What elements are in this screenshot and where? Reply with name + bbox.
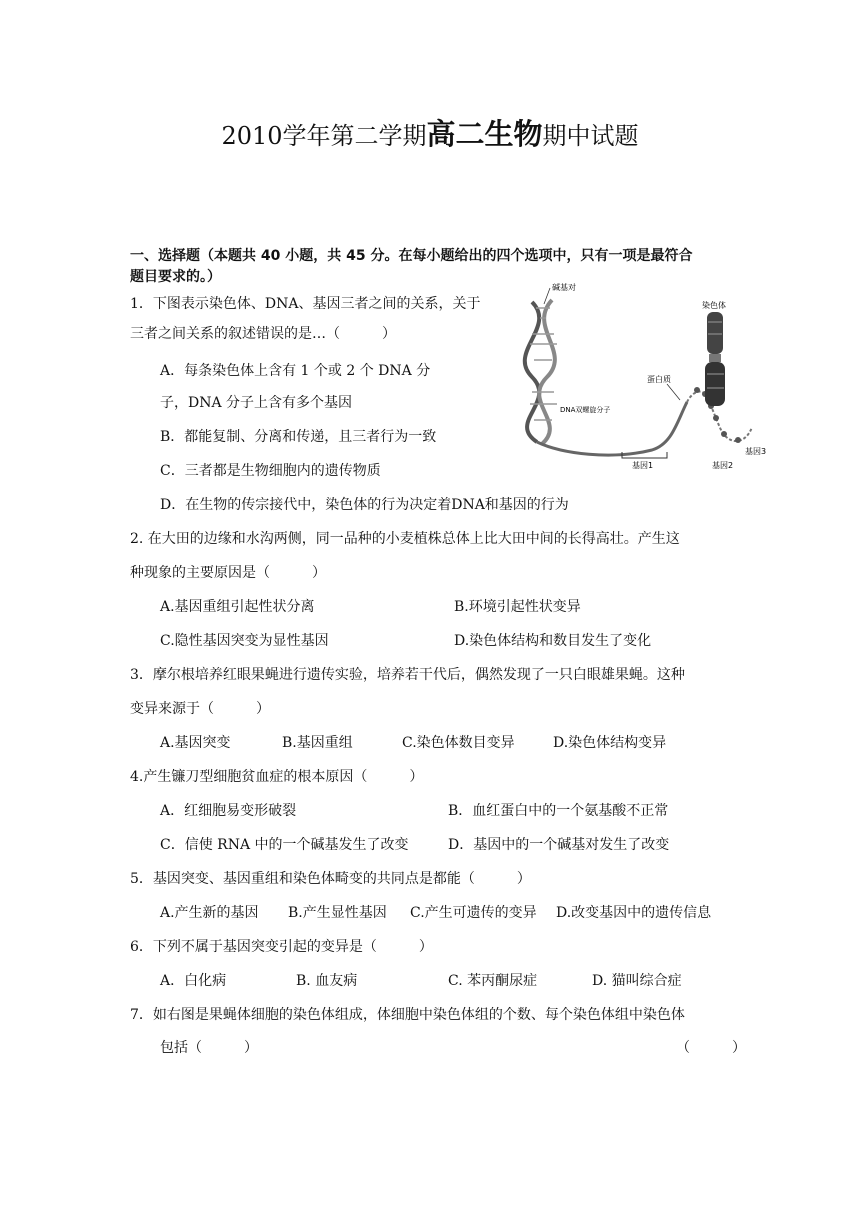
label-chromosome: 染色体 xyxy=(702,301,726,310)
page-title xyxy=(0,112,860,153)
q3-option-a: A.基因突变 xyxy=(160,735,231,751)
q1-option-d: D．在生物的传宗接代中，染色体的行为决定着DNA和基因的行为 xyxy=(160,497,569,513)
q6-option-b: B. 血友病 xyxy=(296,973,358,989)
q2-option-a: A.基因重组引起性状分离 xyxy=(160,599,315,615)
q6-option-c: C. 苯丙酮尿症 xyxy=(448,973,538,989)
q5-option-a: A.产生新的基因 xyxy=(160,905,259,921)
title-year: 2010 xyxy=(221,122,283,150)
q1-option-a-line1: A．每条染色体上含有 1 个或 2 个 DNA 分 xyxy=(160,363,431,379)
q2-stem-line1: 2. 在大田的边缘和水沟两侧，同一品种的小麦植株总体上比大田中间的长得高壮。产生这 xyxy=(130,531,680,547)
q5-option-c: C.产生可遗传的变异 xyxy=(410,905,537,921)
q3-option-c: C.染色体数目变异 xyxy=(402,735,515,751)
q3-option-d: D.染色体结构变异 xyxy=(553,735,667,751)
q2-stem-line2: 种现象的主要原因是（ ） xyxy=(130,565,326,581)
q2-option-b: B.环境引起性状变异 xyxy=(454,599,581,615)
q6-option-a: A．白化病 xyxy=(160,973,227,989)
title-suffix: 期中试题 xyxy=(542,122,639,150)
q1-option-a-line2: 子，DNA 分子上含有多个基因 xyxy=(160,395,353,411)
helix-strand-2 xyxy=(539,300,555,444)
q3-stem-line1: 3．摩尔根培养红眼果蝇进行遗传实验，培养若干代后，偶然发现了一只白眼雄果蝇。这种 xyxy=(130,667,685,683)
title-subject: 高二生物 xyxy=(426,117,543,151)
q3-option-b: B.基因重组 xyxy=(282,735,353,751)
q2-option-d: D.染色体结构和数目发生了变化 xyxy=(454,633,652,649)
q7-sub: 包括（ ） xyxy=(160,1040,258,1056)
q4-option-a: A．红细胞易变形破裂 xyxy=(160,803,297,819)
q4-option-b: B．血红蛋白中的一个氨基酸不正常 xyxy=(448,803,669,819)
q1-option-c: C．三者都是生物细胞内的遗传物质 xyxy=(160,463,381,479)
q7-stem: 7．如右图是果蝇体细胞的染色体组成，体细胞中染色体组的个数、每个染色体组中染色体 xyxy=(130,1007,685,1023)
label-gene3: 基因3 xyxy=(745,447,767,456)
q1-stem-line1: 1．下图表示染色体、DNA、基因三者之间的关系，关于 xyxy=(130,296,481,312)
q1-option-b: B．都能复制、分离和传递，且三者行为一致 xyxy=(160,429,437,445)
chromosome-shape xyxy=(705,312,725,406)
label-dna: DNA双螺旋分子 xyxy=(560,406,611,414)
chromosome-dna-gene-figure xyxy=(502,282,770,472)
q7-answer-paren: （ ） xyxy=(676,1040,746,1056)
title-prefix: 学年第二学期 xyxy=(282,122,427,150)
helix-strand-1 xyxy=(525,302,539,442)
q1-stem-line2: 三者之间关系的叙述错误的是…（ ） xyxy=(130,326,396,342)
q2-option-c: C.隐性基因突变为显性基因 xyxy=(160,633,329,649)
q4-option-d: D．基因中的一个碱基对发生了改变 xyxy=(448,837,670,853)
q6-stem: 6．下列不属于基因突变引起的变异是（ ） xyxy=(130,939,433,955)
q5-stem: 5．基因突变、基因重组和染色体畸变的共同点是都能（ ） xyxy=(130,871,531,887)
label-gene1: 基因1 xyxy=(632,461,654,470)
section-heading-line1: 一、选择题（本题共 40 小题，共 45 分。在每小题给出的四个选项中，只有一项是最符合 xyxy=(130,248,693,264)
q4-option-c: C．信使 RNA 中的一个碱基发生了改变 xyxy=(160,837,409,853)
q5-option-d: D.改变基因中的遗传信息 xyxy=(556,905,712,921)
label-protein: 蛋白质 xyxy=(647,375,671,384)
q4-stem: 4.产生镰刀型细胞贫血症的根本原因（ ） xyxy=(130,769,424,785)
section-heading-line2: 题目要求的。） xyxy=(130,269,221,285)
q6-option-d: D. 猫叫综合症 xyxy=(592,973,682,989)
label-gene2: 基因2 xyxy=(712,461,734,470)
q5-option-b: B.产生显性基因 xyxy=(288,905,387,921)
label-base-pair: 碱基对 xyxy=(552,283,576,292)
q3-stem-line2: 变异来源于（ ） xyxy=(130,701,270,717)
